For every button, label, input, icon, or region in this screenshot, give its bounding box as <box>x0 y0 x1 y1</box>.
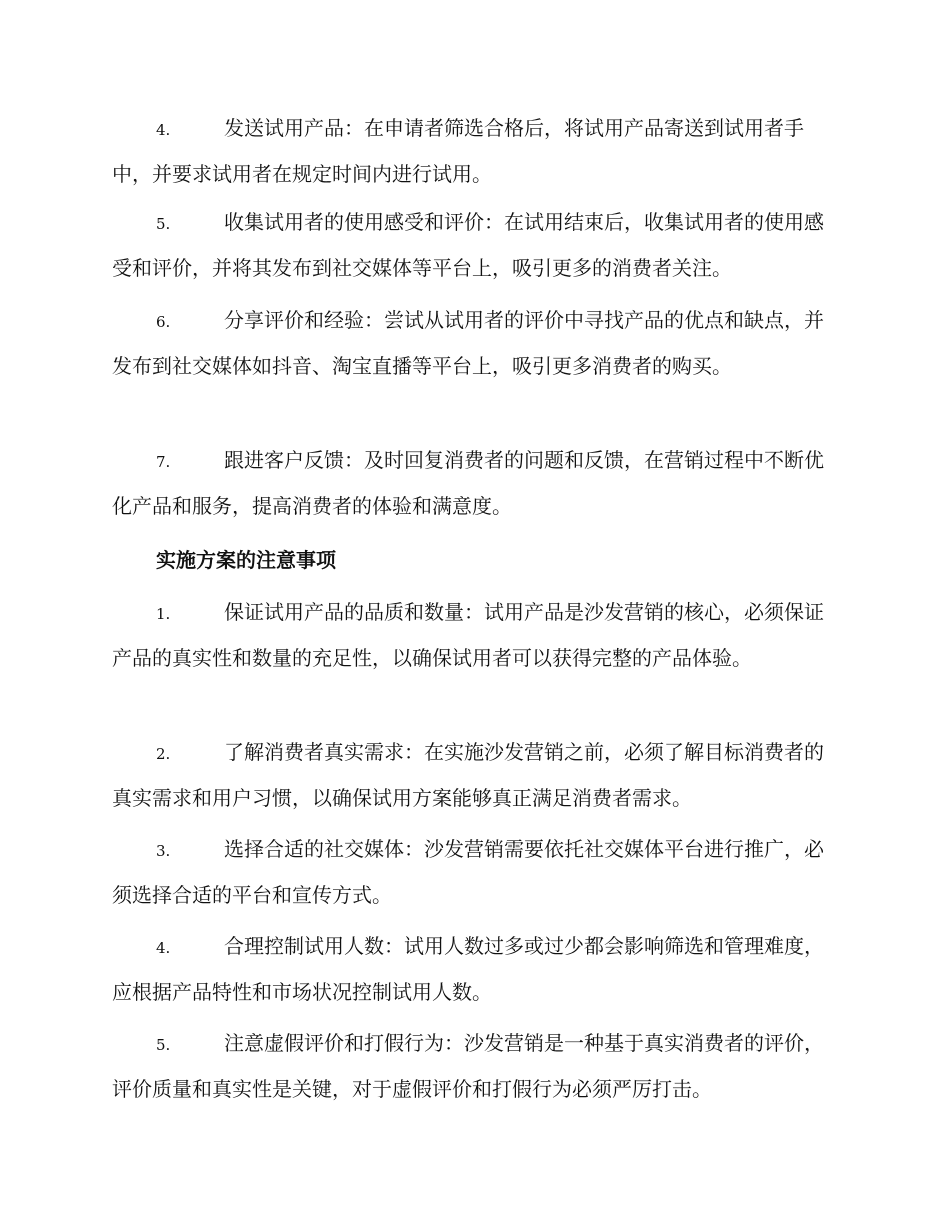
list-text: 选择合适的社交媒体：沙发营销需要依托社交媒体平台进行推广，必须选择合适的平台和宣传方式。 <box>112 837 824 907</box>
list-item <box>112 827 832 917</box>
list-item <box>112 298 832 388</box>
list-text: 注意虚假评价和打假行为：沙发营销是一种基于真实消费者的评价，评价质量和真实性是关键，对于虚假评价和打假行为必须严厉打击。 <box>112 1031 824 1101</box>
list-item <box>112 590 832 680</box>
list-number: 4. <box>156 939 171 957</box>
list-number: 2. <box>156 745 171 763</box>
list-item <box>112 106 832 196</box>
list-item <box>112 924 832 1014</box>
list-number: 5. <box>156 215 171 233</box>
list-text: 合理控制试用人数：试用人数过多或过少都会影响筛选和管理难度，应根据产品特性和市场状况控制试用人数。 <box>112 934 824 1004</box>
list-text: 发送试用产品：在申请者筛选合格后，将试用产品寄送到试用者手中，并要求试用者在规定时间内进行试用。 <box>112 116 804 186</box>
list-number: 5. <box>156 1036 171 1054</box>
list-number: 1. <box>156 605 171 623</box>
list-text: 了解消费者真实需求：在实施沙发营销之前，必须了解目标消费者的真实需求和用户习惯，以确保试用方案能够真正满足消费者需求。 <box>112 740 824 810</box>
list-text: 保证试用产品的品质和数量：试用产品是沙发营销的核心，必须保证产品的真实性和数量的充足性，以确保试用者可以获得完整的产品体验。 <box>112 600 824 670</box>
list-number: 4. <box>156 121 171 139</box>
list-text: 收集试用者的使用感受和评价：在试用结束后，收集试用者的使用感受和评价，并将其发布到社交媒体等平台上，吸引更多的消费者关注。 <box>112 210 824 280</box>
section-heading: 实施方案的注意事项 <box>156 548 336 572</box>
list-item <box>112 438 832 528</box>
list-item <box>112 730 832 820</box>
list-number: 7. <box>156 453 171 471</box>
list-number: 3. <box>156 842 171 860</box>
list-item <box>112 1021 832 1111</box>
list-item <box>112 200 832 290</box>
list-text: 跟进客户反馈：及时回复消费者的问题和反馈，在营销过程中不断优化产品和服务，提高消费者的体验和满意度。 <box>112 448 824 518</box>
list-text: 分享评价和经验：尝试从试用者的评价中寻找产品的优点和缺点，并发布到社交媒体如抖音、淘宝直播等平台上，吸引更多消费者的购买。 <box>112 308 824 378</box>
list-number: 6. <box>156 313 171 331</box>
